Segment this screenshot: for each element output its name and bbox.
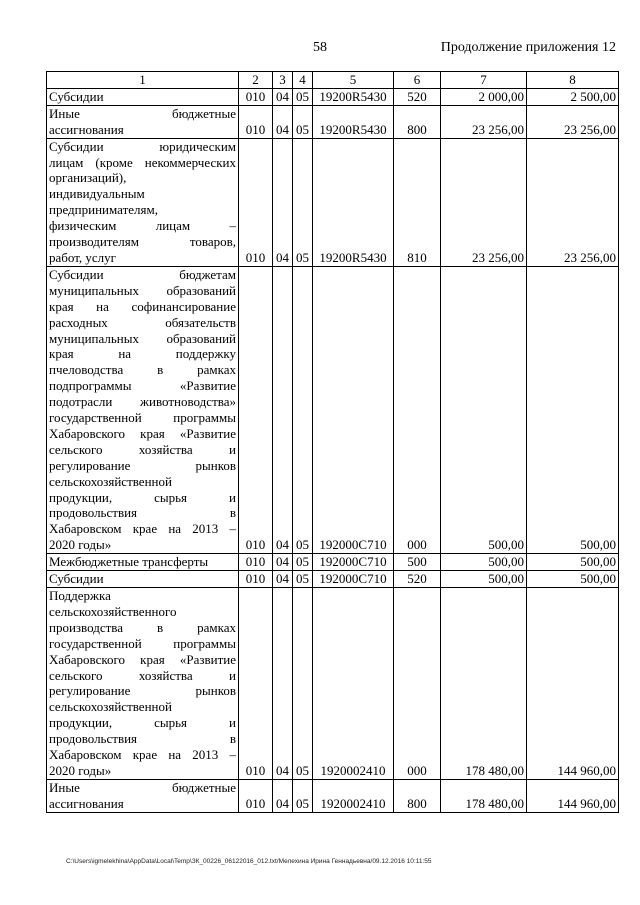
row-name-line: производства в рамках bbox=[49, 619, 236, 635]
appendix-continuation-header: Продолжение приложения 12 bbox=[440, 40, 616, 55]
row-name-line: подпрограммы «Развитие bbox=[49, 378, 236, 394]
code-pr-cell: 05 bbox=[293, 588, 313, 780]
row-name-line: края на поддержку bbox=[49, 346, 236, 362]
code-vr-cell: 000 bbox=[394, 588, 441, 780]
code-csr-cell: 19200R5430 bbox=[313, 88, 394, 105]
amount-col8-cell: 144 960,00 bbox=[527, 779, 619, 812]
code-rz-cell: 04 bbox=[273, 105, 293, 138]
col-header-6: 6 bbox=[394, 72, 441, 89]
row-name-line: продукции, сырья и bbox=[49, 715, 236, 731]
row-name-line: муниципальных образований bbox=[49, 282, 236, 298]
row-name-line: ассигнования bbox=[49, 795, 124, 811]
code-gr-cell: 010 bbox=[239, 554, 273, 571]
code-pr-cell: 05 bbox=[293, 138, 313, 266]
file-path-footer: C:\Users\igmelekhina\AppData\Local\Temp\ЗК_00226_06122016_012.txt/Мелехина Ирина Геннадьевна/09.12.2016 10:11:55 bbox=[66, 858, 432, 865]
row-name-line: Иные бюджетные bbox=[49, 779, 236, 795]
row-name-line: ассигнования bbox=[49, 121, 124, 137]
row-name-line: Субсидии bbox=[49, 571, 104, 587]
amount-col7-cell: 178 480,00 bbox=[441, 779, 527, 812]
row-name-cell bbox=[47, 138, 239, 266]
code-csr-cell: 19200R5430 bbox=[313, 105, 394, 138]
row-name-cell bbox=[47, 588, 239, 780]
row-name-line: физическим лицам – bbox=[49, 218, 236, 234]
col-header-1: 1 bbox=[47, 72, 239, 89]
row-name-line: расходных обязательств bbox=[49, 314, 236, 330]
row-name-line: Поддержка bbox=[49, 588, 111, 603]
code-csr-cell: 1920002410 bbox=[313, 779, 394, 812]
row-name-line: сельскохозяйственного bbox=[49, 603, 177, 619]
row-name-line: организаций), bbox=[49, 170, 127, 186]
code-rz-cell: 04 bbox=[273, 779, 293, 812]
row-name-line: пчеловодства в рамках bbox=[49, 362, 236, 378]
table-row bbox=[47, 554, 619, 571]
code-rz-cell: 04 bbox=[273, 554, 293, 571]
code-vr-cell: 800 bbox=[394, 105, 441, 138]
code-pr-cell: 05 bbox=[293, 554, 313, 571]
amount-col8-cell: 2 500,00 bbox=[527, 88, 619, 105]
row-name-line: подотрасли животноводства» bbox=[49, 394, 236, 410]
row-name-line: 2020 годы» bbox=[49, 537, 112, 553]
row-name-cell bbox=[47, 779, 239, 812]
row-name-line: лицам (кроме некоммерческих bbox=[49, 154, 236, 170]
amount-col8-cell: 500,00 bbox=[527, 571, 619, 588]
code-csr-cell: 19200R5430 bbox=[313, 138, 394, 266]
row-name-cell bbox=[47, 571, 239, 588]
budget-table bbox=[46, 71, 619, 813]
table-row bbox=[47, 266, 619, 553]
row-name-line: работ, услуг bbox=[49, 249, 117, 265]
code-csr-cell: 192000С710 bbox=[313, 266, 394, 553]
row-name-line: Субсидии бюджетам bbox=[49, 266, 236, 282]
amount-col8-cell: 23 256,00 bbox=[527, 138, 619, 266]
code-pr-cell: 05 bbox=[293, 571, 313, 588]
code-gr-cell: 010 bbox=[239, 266, 273, 553]
row-name-line: сельскохозяйственной bbox=[49, 699, 172, 715]
code-rz-cell: 04 bbox=[273, 138, 293, 266]
code-rz-cell: 04 bbox=[273, 266, 293, 553]
table-row bbox=[47, 571, 619, 588]
code-vr-cell: 520 bbox=[394, 571, 441, 588]
col-header-3: 3 bbox=[273, 72, 293, 89]
row-name-line: Хабаровского края «Развитие bbox=[49, 425, 236, 441]
code-csr-cell: 1920002410 bbox=[313, 588, 394, 780]
row-name-line: муниципальных образований bbox=[49, 330, 236, 346]
row-name-line: 2020 годы» bbox=[49, 762, 112, 778]
code-gr-cell: 010 bbox=[239, 588, 273, 780]
row-name-line: индивидуальным bbox=[49, 186, 145, 202]
row-name-line: продовольствия в bbox=[49, 731, 236, 747]
row-name-line: сельского хозяйства и bbox=[49, 667, 236, 683]
code-csr-cell: 192000С710 bbox=[313, 554, 394, 571]
column-number-row bbox=[47, 72, 619, 89]
amount-col7-cell: 178 480,00 bbox=[441, 588, 527, 780]
code-pr-cell: 05 bbox=[293, 266, 313, 553]
amount-col8-cell: 144 960,00 bbox=[527, 588, 619, 780]
row-name-line: Хабаровском крае на 2013 – bbox=[49, 747, 236, 763]
code-rz-cell: 04 bbox=[273, 88, 293, 105]
row-name-line: производителям товаров, bbox=[49, 234, 236, 250]
amount-col7-cell: 500,00 bbox=[441, 554, 527, 571]
code-gr-cell: 010 bbox=[239, 571, 273, 588]
amount-col7-cell: 500,00 bbox=[441, 266, 527, 553]
table-row bbox=[47, 88, 619, 105]
code-pr-cell: 05 bbox=[293, 105, 313, 138]
table-row bbox=[47, 138, 619, 266]
amount-col7-cell: 23 256,00 bbox=[441, 138, 527, 266]
code-gr-cell: 010 bbox=[239, 779, 273, 812]
row-name-line: Межбюджетные трансферты bbox=[49, 554, 209, 570]
row-name-line: Хабаровского края «Развитие bbox=[49, 651, 236, 667]
code-gr-cell: 010 bbox=[239, 105, 273, 138]
code-vr-cell: 810 bbox=[394, 138, 441, 266]
page-number: 58 bbox=[313, 40, 327, 55]
amount-col7-cell: 23 256,00 bbox=[441, 105, 527, 138]
row-name-line: продукции, сырья и bbox=[49, 489, 236, 505]
row-name-cell bbox=[47, 266, 239, 553]
row-name-line: предпринимателям, bbox=[49, 202, 158, 218]
row-name-cell bbox=[47, 105, 239, 138]
row-name-cell bbox=[47, 554, 239, 571]
row-name-line: Субсидии bbox=[49, 88, 104, 104]
amount-col8-cell: 23 256,00 bbox=[527, 105, 619, 138]
amount-col7-cell: 500,00 bbox=[441, 571, 527, 588]
row-name-line: Субсидии юридическим bbox=[49, 138, 236, 154]
table-row bbox=[47, 779, 619, 812]
table-row bbox=[47, 588, 619, 780]
row-name-line: Хабаровском крае на 2013 – bbox=[49, 521, 236, 537]
row-name-line: продовольствия в bbox=[49, 505, 236, 521]
code-rz-cell: 04 bbox=[273, 571, 293, 588]
row-name-line: регулирование рынков bbox=[49, 683, 236, 699]
col-header-7: 7 bbox=[441, 72, 527, 89]
code-gr-cell: 010 bbox=[239, 88, 273, 105]
col-header-2: 2 bbox=[239, 72, 273, 89]
code-csr-cell: 192000С710 bbox=[313, 571, 394, 588]
amount-col8-cell: 500,00 bbox=[527, 266, 619, 553]
code-vr-cell: 000 bbox=[394, 266, 441, 553]
row-name-line: сельского хозяйства и bbox=[49, 441, 236, 457]
row-name-line: края на софинансирование bbox=[49, 298, 236, 314]
code-pr-cell: 05 bbox=[293, 88, 313, 105]
row-name-cell bbox=[47, 88, 239, 105]
col-header-5: 5 bbox=[313, 72, 394, 89]
amount-col7-cell: 2 000,00 bbox=[441, 88, 527, 105]
row-name-line: регулирование рынков bbox=[49, 457, 236, 473]
amount-col8-cell: 500,00 bbox=[527, 554, 619, 571]
col-header-4: 4 bbox=[293, 72, 313, 89]
row-name-line: государственной программы bbox=[49, 410, 236, 426]
row-name-line: государственной программы bbox=[49, 635, 236, 651]
code-vr-cell: 520 bbox=[394, 88, 441, 105]
code-rz-cell: 04 bbox=[273, 588, 293, 780]
col-header-8: 8 bbox=[527, 72, 619, 89]
code-vr-cell: 500 bbox=[394, 554, 441, 571]
code-vr-cell: 800 bbox=[394, 779, 441, 812]
code-gr-cell: 010 bbox=[239, 138, 273, 266]
code-pr-cell: 05 bbox=[293, 779, 313, 812]
table-row bbox=[47, 105, 619, 138]
row-name-line: сельскохозяйственной bbox=[49, 473, 172, 489]
row-name-line: Иные бюджетные bbox=[49, 105, 236, 121]
